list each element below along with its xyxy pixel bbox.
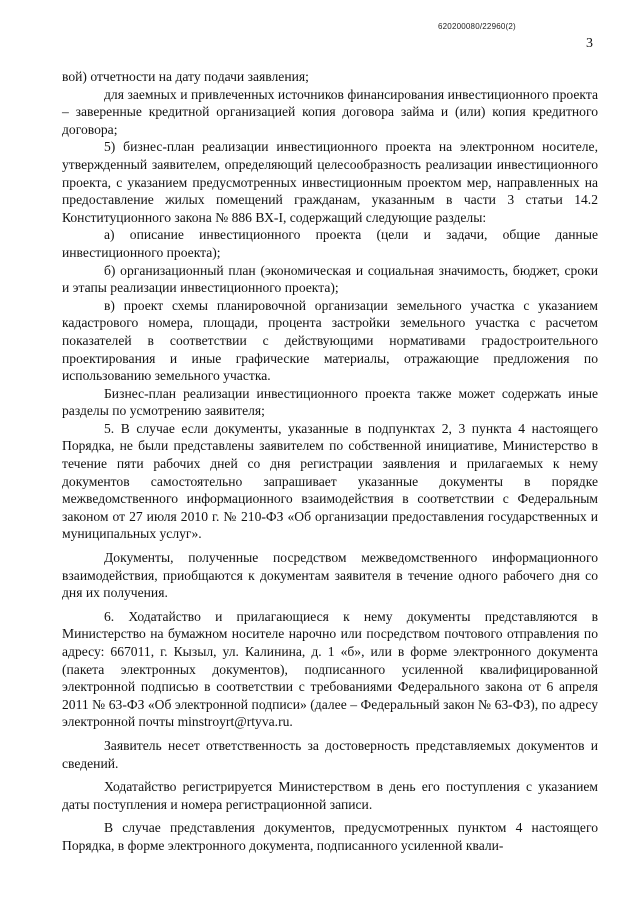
paragraph: В случае представления документов, предусмотренных пунктом 4 настоящего Порядка, в форме электронного документа, подписанного усиленной квали- — [62, 820, 598, 853]
document-id: 620200080/22960(2) — [438, 22, 516, 31]
paragraph: б) организационный план (экономическая и социальная значимость, бюджет, сроки и этапы реализации инвестиционного проекта); — [62, 262, 598, 296]
paragraph: 5. В случае если документы, указанные в подпунктах 2, 3 пункта 4 настоящего Порядка, не были представлены заявителем по собственной инициативе, Министерство в течение пяти рабочих дней со дня регистрации заявления и прилагаемых к нему документов самостоятельно запрашивает указанные документы в порядке межведомственного информационного взаимодействия в соответствии с Федеральным законом от 27 июля 2010 г. № 210-ФЗ «Об организации предоставления государственных и муниципальных услуг». — [62, 420, 598, 542]
paragraph: Заявитель несет ответственность за достоверность представляемых документов и сведений. — [62, 737, 598, 771]
paragraph: в) проект схемы планировочной организации земельного участка с указанием кадастрового номера, площади, процента застройки земельного участка с расчетом показателей в соответствии с действующими нормативами градостроительного проектирования и иные графические материалы, отражающие предложения по использованию земельного участка. — [62, 297, 598, 384]
paragraph: Бизнес-план реализации инвестиционного проекта также может содержать иные разделы по усмотрению заявителя; — [62, 385, 598, 419]
paragraph: 5) бизнес-план реализации инвестиционного проекта на электронном носителе, утвержденный заявителем, определяющий целесообразность реализации инвестиционного проекта, с указанием предусмотренных инвестиционным проектом мер, направленных на предоставление жилых помещений гражданам, указанным в части 3 статьи 14.2 Конституционного закона № 886 ВХ-I, содержащий следующие разделы: — [62, 139, 598, 225]
paragraph: а) описание инвестиционного проекта (цели и задачи, общие данные инвестиционного проекта); — [62, 227, 598, 260]
page-number: 3 — [586, 36, 593, 51]
paragraph: 6. Ходатайство и прилагающиеся к нему документы представляются в Министерство на бумажном носителе нарочно или посредством почтового отправления по адресу: 667011, г. Кызыл, ул. Калинина, д. 1 «б», или в форме электронного документа (пакета электронных документов), подписанного усиленной квалифицированной электронной подписью в соответствии с требованиями Федерального закона от 6 апреля 2011 № 63-ФЗ «Об электронной подписи» (далее – Федеральный закон № 63-ФЗ), по адресу электронной почты minstroyrt@rtyva.ru. — [62, 608, 598, 730]
document-body — [62, 68, 598, 855]
paragraph: вой) отчетности на дату подачи заявления; — [62, 69, 309, 84]
paragraph: Документы, полученные посредством межведомственного информационного взаимодействия, приобщаются к документам заявителя в течение одного рабочего дня со дня их получения. — [62, 550, 598, 601]
paragraph: для заемных и привлеченных источников финансирования инвестиционного проекта – заверенные кредитной организацией копия договора займа и (или) копия кредитного договора; — [62, 86, 598, 137]
paragraph: Ходатайство регистрируется Министерством в день его поступления с указанием даты поступления и номера регистрационной записи. — [62, 779, 598, 812]
